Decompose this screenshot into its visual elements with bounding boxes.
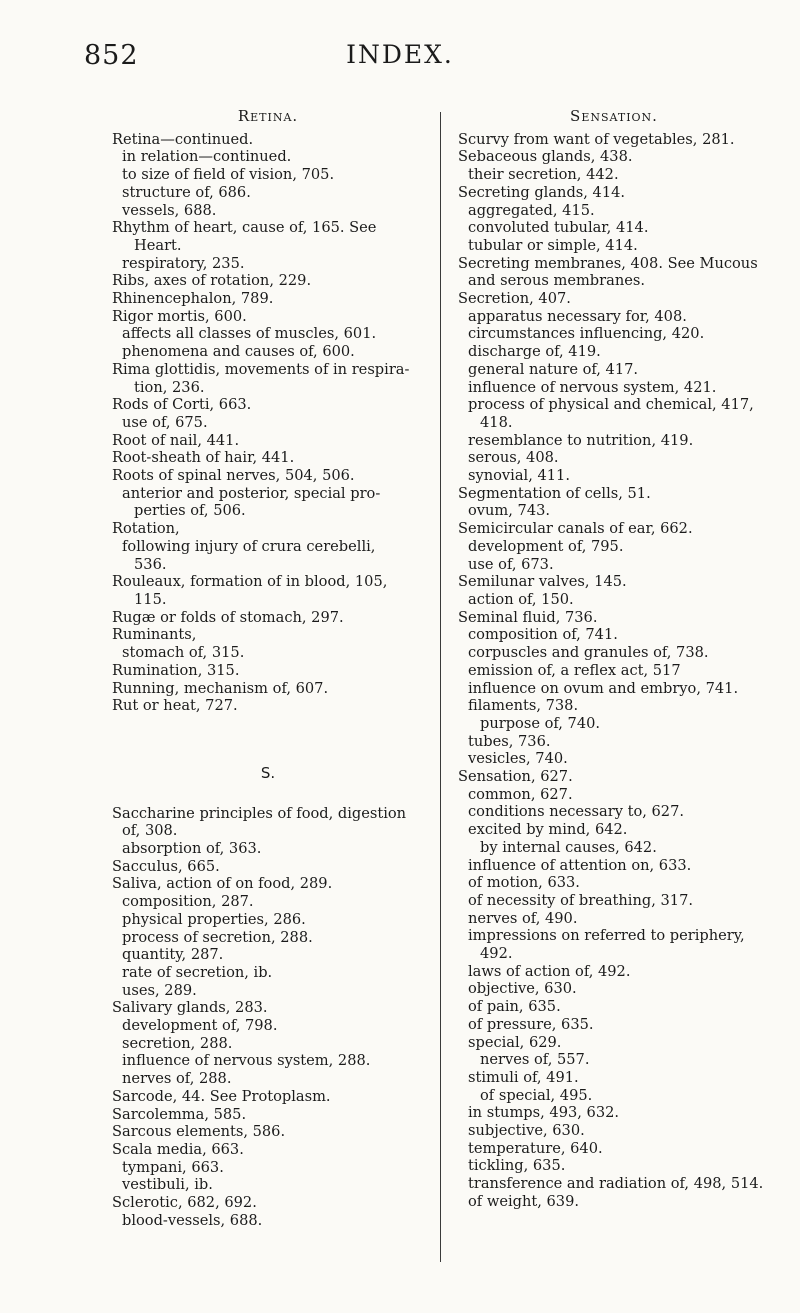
index-entry: synovial, 411. (468, 467, 570, 485)
index-entry: use of, 675. (122, 413, 208, 431)
index-entry: 115. (134, 590, 167, 608)
index-entries-r (112, 131, 424, 715)
index-entry: blood-vessels, 688. (122, 1211, 263, 1229)
index-entry: Saliva, action of on food, 289. (112, 875, 333, 893)
index-entry: special, 629. (468, 1033, 562, 1051)
page-number: 852 (84, 40, 139, 71)
index-entries-s (112, 805, 424, 1230)
index-entry: composition of, 741. (468, 626, 618, 644)
index-entry: of special, 495. (480, 1086, 593, 1104)
index-entry: development of, 795. (468, 537, 624, 555)
index-entry: 492. (480, 945, 513, 963)
index-entry: Sensation, 627. (458, 768, 573, 786)
index-entry: tubes, 736. (468, 732, 551, 750)
index-entry: tion, 236. (134, 378, 205, 396)
index-entry: process of physical and chemical, 417, (468, 396, 754, 414)
index-entry: tubular or simple, 414. (468, 236, 638, 254)
index-entry: objective, 630. (468, 980, 577, 998)
index-entry: 418. (480, 413, 513, 431)
index-entry: Roots of spinal nerves, 504, 506. (112, 467, 355, 485)
index-entry: common, 627. (468, 785, 573, 803)
index-entry: Heart. (134, 236, 182, 254)
index-entry: laws of action of, 492. (468, 962, 631, 980)
index-entry: Scala media, 663. (112, 1140, 244, 1158)
index-entry: of, 308. (122, 822, 178, 840)
index-entry: circumstances influencing, 420. (468, 325, 705, 343)
index-entry: serous, 408. (468, 449, 559, 467)
index-entry: tickling, 635. (468, 1157, 566, 1175)
index-entry: resemblance to nutrition, 419. (468, 431, 694, 449)
index-entry: process of secretion, 288. (122, 928, 313, 946)
index-entry: stomach of, 315. (122, 644, 245, 662)
index-entry: Root-sheath of hair, 441. (112, 449, 295, 467)
index-entry: ovum, 743. (468, 502, 551, 520)
column-heading-left: Retina. (237, 107, 299, 125)
index-entry: excited by mind, 642. (468, 821, 628, 839)
index-entry: Rut or heat, 727. (112, 697, 238, 715)
index-entry: nerves of, 490. (468, 909, 578, 927)
index-entry: phenomena and causes of, 600. (122, 343, 355, 361)
index-entry: Semicircular canals of ear, 662. (458, 520, 693, 538)
index-entry: Rhythm of heart, cause of, 165. See (112, 219, 377, 237)
index-entry: convoluted tubular, 414. (468, 219, 649, 237)
index-entry: physical properties, 286. (122, 910, 306, 928)
index-entry: Rouleaux, formation of in blood, 105, (112, 573, 388, 591)
index-entry: absorption of, 363. (122, 840, 262, 858)
index-entry: aggregated, 415. (468, 201, 595, 219)
index-entry: influence of attention on, 633. (468, 856, 692, 874)
index-entry: Retina—continued. (112, 130, 254, 148)
index-entry: Rods of Corti, 663. (112, 396, 252, 414)
index-entry: Ruminants, (112, 626, 197, 644)
index-entry: in relation—continued. (122, 148, 292, 166)
index-entry: Sclerotic, 682, 692. (112, 1194, 257, 1212)
column-divider (440, 112, 441, 1262)
index-entry: structure of, 686. (122, 183, 251, 201)
index-entry: action of, 150. (468, 590, 574, 608)
index-entry: of necessity of breathing, 317. (468, 891, 693, 909)
index-entry: filaments, 738. (468, 697, 579, 715)
index-entry: subjective, 630. (468, 1122, 585, 1140)
index-entry: affects all classes of muscles, 601. (122, 325, 377, 343)
index-entry: Rigor mortis, 600. (112, 307, 247, 325)
index-entry: and serous membranes. (468, 272, 645, 290)
index-entry: impressions on referred to periphery, (468, 927, 745, 945)
index-entry: tympani, 663. (122, 1158, 224, 1176)
index-entry: development of, 798. (122, 1017, 278, 1035)
page-header: INDEX. (346, 40, 454, 69)
index-entry: influence of nervous system, 288. (122, 1052, 371, 1070)
index-entry: Secreting glands, 414. (458, 183, 626, 201)
index-column-left (112, 108, 424, 1229)
index-entry: vestibuli, ib. (122, 1176, 213, 1194)
index-entry: nerves of, 557. (480, 1051, 590, 1069)
index-entry: Running, mechanism of, 607. (112, 679, 329, 697)
index-entry: discharge of, 419. (468, 343, 601, 361)
index-entry: following injury of crura cerebelli, (122, 537, 376, 555)
index-entry: nerves of, 288. (122, 1070, 232, 1088)
index-entry: their secretion, 442. (468, 166, 619, 184)
index-entries-sensation (458, 131, 770, 1211)
index-entry: influence of nervous system, 421. (468, 378, 717, 396)
index-entry: influence on ovum and embryo, 741. (468, 679, 739, 697)
index-entry: to size of field of vision, 705. (122, 166, 335, 184)
index-entry: Scurvy from want of vegetables, 281. (458, 130, 735, 148)
index-entry: perties of, 506. (134, 502, 246, 520)
section-letter-s: S. (260, 763, 276, 782)
index-entry: Sarcolemma, 585. (112, 1105, 247, 1123)
index-entry: vesicles, 740. (468, 750, 568, 768)
index-entry: Sebaceous glands, 438. (458, 148, 633, 166)
column-heading-right: Sensation. (570, 107, 658, 125)
index-entry: emission of, a reflex act, 517 (468, 661, 681, 679)
index-entry: transference and radiation of, 498, 514. (468, 1175, 764, 1193)
index-entry: by internal causes, 642. (480, 838, 657, 856)
index-entry: of weight, 639. (468, 1192, 579, 1210)
index-entry: Sarcode, 44. See Protoplasm. (112, 1087, 331, 1105)
index-entry: vessels, 688. (122, 201, 217, 219)
index-entry: composition, 287. (122, 893, 254, 911)
index-entry: of pressure, 635. (468, 1015, 594, 1033)
index-entry: 536. (134, 555, 167, 573)
index-entry: in stumps, 493, 632. (468, 1104, 620, 1122)
index-entry: Rumination, 315. (112, 661, 240, 679)
index-entry: apparatus necessary for, 408. (468, 307, 687, 325)
index-entry: Rima glottidis, movements of in respira- (112, 360, 410, 378)
index-entry: of motion, 633. (468, 874, 580, 892)
index-entry: Saccharine principles of food, digestion (112, 804, 407, 822)
index-entry: Rotation, (112, 520, 180, 538)
index-entry: purpose of, 740. (480, 714, 601, 732)
index-entry: Root of nail, 441. (112, 431, 240, 449)
index-entry: Segmentation of cells, 51. (458, 484, 651, 502)
index-entry: secretion, 288. (122, 1034, 233, 1052)
index-entry: respiratory, 235. (122, 254, 245, 272)
index-entry: Sacculus, 665. (112, 857, 220, 875)
index-column-right (458, 108, 770, 1211)
index-entry: Secreting membranes, 408. See Mucous (458, 254, 758, 272)
index-entry: use of, 673. (468, 555, 554, 573)
index-entry: Secretion, 407. (458, 290, 571, 308)
index-entry: Semilunar valves, 145. (458, 573, 627, 591)
index-entry: conditions necessary to, 627. (468, 803, 685, 821)
index-entry: Salivary glands, 283. (112, 999, 268, 1017)
index-entry: temperature, 640. (468, 1139, 603, 1157)
index-entry: Rugæ or folds of stomach, 297. (112, 608, 344, 626)
index-entry: uses, 289. (122, 981, 197, 999)
index-entry: anterior and posterior, special pro- (122, 484, 381, 502)
index-entry: of pain, 635. (468, 998, 561, 1016)
index-entry: Ribs, axes of rotation, 229. (112, 272, 312, 290)
index-entry: stimuli of, 491. (468, 1068, 579, 1086)
index-entry: Sarcous elements, 586. (112, 1123, 286, 1141)
index-entry: quantity, 287. (122, 946, 224, 964)
index-entry: general nature of, 417. (468, 360, 639, 378)
index-entry: Seminal fluid, 736. (458, 608, 598, 626)
index-entry: Rhinencephalon, 789. (112, 290, 274, 308)
index-entry: rate of secretion, ib. (122, 963, 273, 981)
index-entry: corpuscles and granules of, 738. (468, 644, 709, 662)
